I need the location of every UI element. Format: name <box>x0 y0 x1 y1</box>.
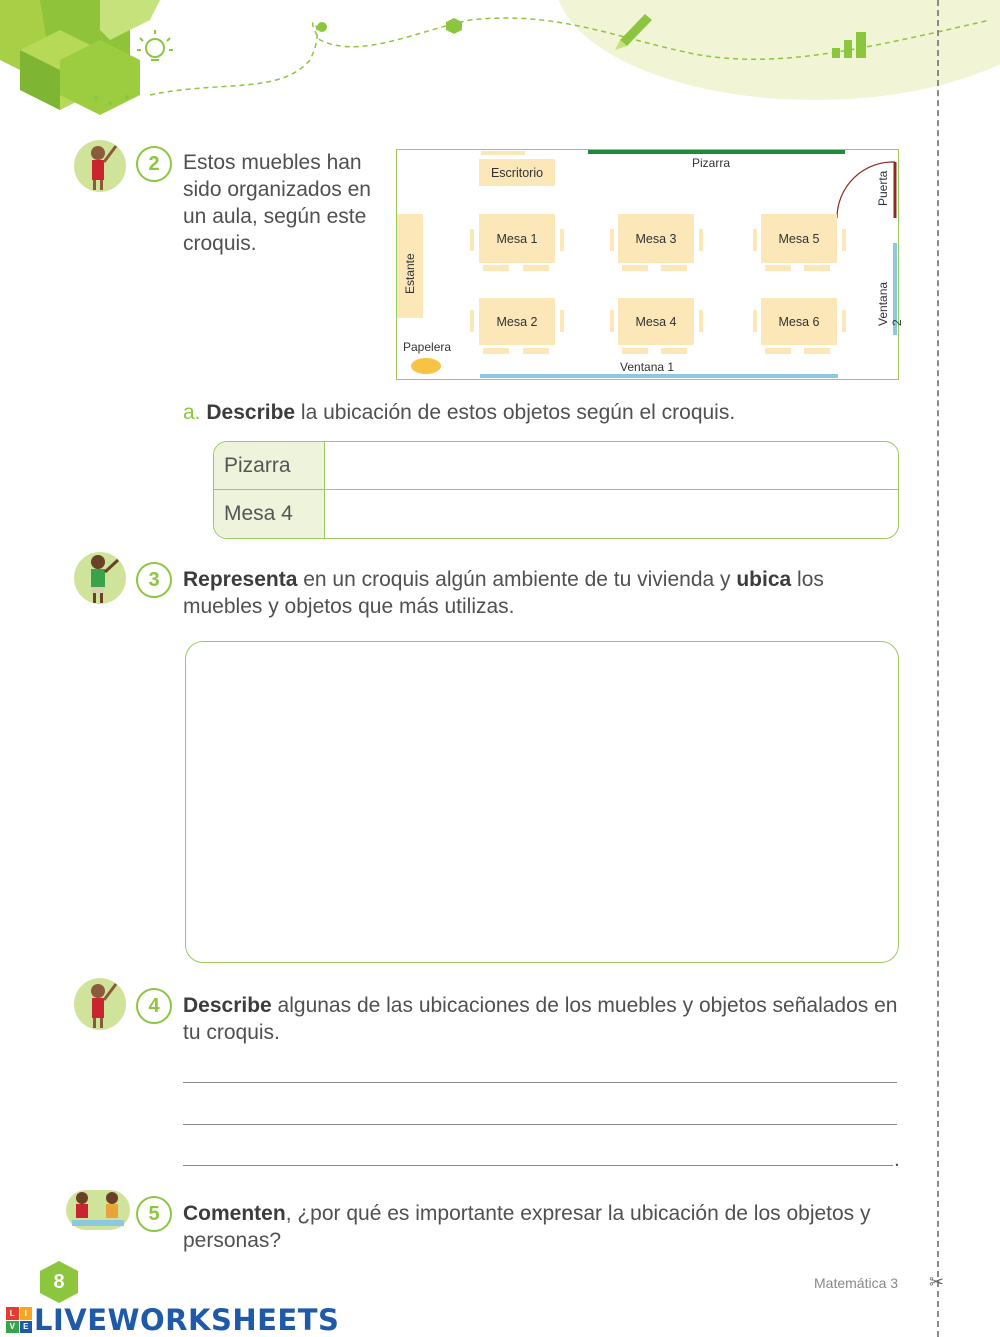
ventana-1-label: Ventana 1 <box>620 360 675 374</box>
exercise-4-text <box>183 992 897 1046</box>
child-illustration <box>74 140 126 192</box>
liveworksheets-logo[interactable] <box>6 1303 339 1337</box>
mesa-2: Mesa 2 <box>479 298 555 345</box>
papelera <box>411 358 441 374</box>
exercise-2-number: 2 <box>136 146 172 182</box>
exercise-3-text-part: en un croquis algún ambiente de tu vivienda y <box>297 568 737 591</box>
writing-line-1[interactable] <box>183 1082 897 1083</box>
pizarra-line <box>588 150 845 154</box>
exercise-2-line: croquis. <box>183 232 257 255</box>
logo-word: LIVEWORKSHEETS <box>34 1303 340 1337</box>
exercise-2-line: un aula, según este <box>183 205 367 228</box>
small-cube-icon <box>446 18 462 34</box>
mesa-5: Mesa 5 <box>761 214 837 263</box>
bar-chart-icon <box>832 32 866 58</box>
exercise-4-bold: Describe <box>183 994 272 1017</box>
exercise-4-text-part: algunas de las ubicaciones de los muebles y objetos señalados en <box>271 994 898 1017</box>
mesa-3: Mesa 3 <box>618 214 694 263</box>
exercise-5-line2: personas? <box>183 1229 282 1252</box>
exercise-5-text-part: , ¿por qué es importante expresar la ubicación de los objetos y <box>285 1202 871 1225</box>
classroom-plan <box>396 149 904 380</box>
book-title: Matemática 3 <box>814 1275 899 1291</box>
table-row <box>214 442 898 490</box>
puerta-label: Puerta <box>876 170 890 206</box>
exercise-3-text <box>183 566 824 620</box>
escritorio-chair <box>481 151 525 155</box>
exercise-3-bold-ubica: ubica <box>736 568 792 591</box>
part-a-instruction <box>183 399 735 426</box>
ventana-1-line <box>480 374 838 378</box>
logo-letter: L <box>6 1307 19 1320</box>
exercise-2-line: Estos muebles han <box>183 151 362 174</box>
exercise-5-number: 5 <box>136 1196 172 1232</box>
exercise-3-line2: muebles y objetos que más utilizas. <box>183 595 515 618</box>
row-label-mesa-4: Mesa 4 <box>214 490 325 538</box>
writing-line-2[interactable] <box>183 1124 897 1125</box>
answer-field-mesa-4[interactable] <box>325 490 898 538</box>
mesa-4: Mesa 4 <box>618 298 694 345</box>
answer-field-pizarra[interactable] <box>325 442 898 489</box>
table-row <box>214 490 898 538</box>
drawing-area[interactable] <box>185 641 899 963</box>
page-number: 8 <box>53 1270 65 1293</box>
page-number-badge <box>40 1261 78 1303</box>
part-a-rest: la ubicación de estos objetos según el croquis. <box>295 401 736 424</box>
exercise-5-bold: Comenten <box>183 1202 286 1225</box>
part-a-letter: a. <box>183 401 201 424</box>
exercise-2-line: sido organizados en <box>183 178 371 201</box>
ventana-2-label: Ventana 2 <box>876 281 904 326</box>
logo-letter: V <box>6 1321 19 1334</box>
mesa-1: Mesa 1 <box>479 214 555 263</box>
estante-label: Estante <box>403 253 417 294</box>
exercise-3-bold-represent: Representa <box>183 568 298 591</box>
exercise-5-text <box>183 1200 871 1254</box>
escritorio: Escritorio <box>479 159 555 186</box>
logo-letter: E <box>20 1321 33 1334</box>
dot-icon <box>317 22 327 32</box>
header-decoration <box>0 0 1000 130</box>
row-label-pizarra: Pizarra <box>214 442 325 489</box>
exercise-4-number: 4 <box>136 988 172 1024</box>
part-a-bold: Describe <box>206 401 296 424</box>
pizarra-label: Pizarra <box>692 156 731 170</box>
logo-letter: I <box>20 1307 33 1320</box>
cut-line <box>937 0 939 1337</box>
logo-mark-icon <box>6 1307 32 1333</box>
scissors-icon: ✂ <box>929 1272 945 1292</box>
child-illustration <box>74 978 126 1030</box>
cubes-icon <box>0 0 160 115</box>
child-illustration <box>74 552 126 604</box>
writing-end-period: . <box>894 1148 900 1171</box>
answer-table <box>213 441 899 539</box>
papelera-label: Papelera <box>403 340 452 354</box>
bulb-icon <box>137 30 173 60</box>
exercise-3-text-part: los <box>791 568 824 591</box>
exercise-3-number: 3 <box>136 562 172 598</box>
writing-line-3[interactable] <box>183 1165 893 1166</box>
children-group-illustration <box>66 1190 130 1230</box>
mesa-6: Mesa 6 <box>761 298 837 345</box>
exercise-2-text <box>183 149 371 257</box>
exercise-4-line2: tu croquis. <box>183 1021 280 1044</box>
pencil-icon <box>615 14 652 50</box>
